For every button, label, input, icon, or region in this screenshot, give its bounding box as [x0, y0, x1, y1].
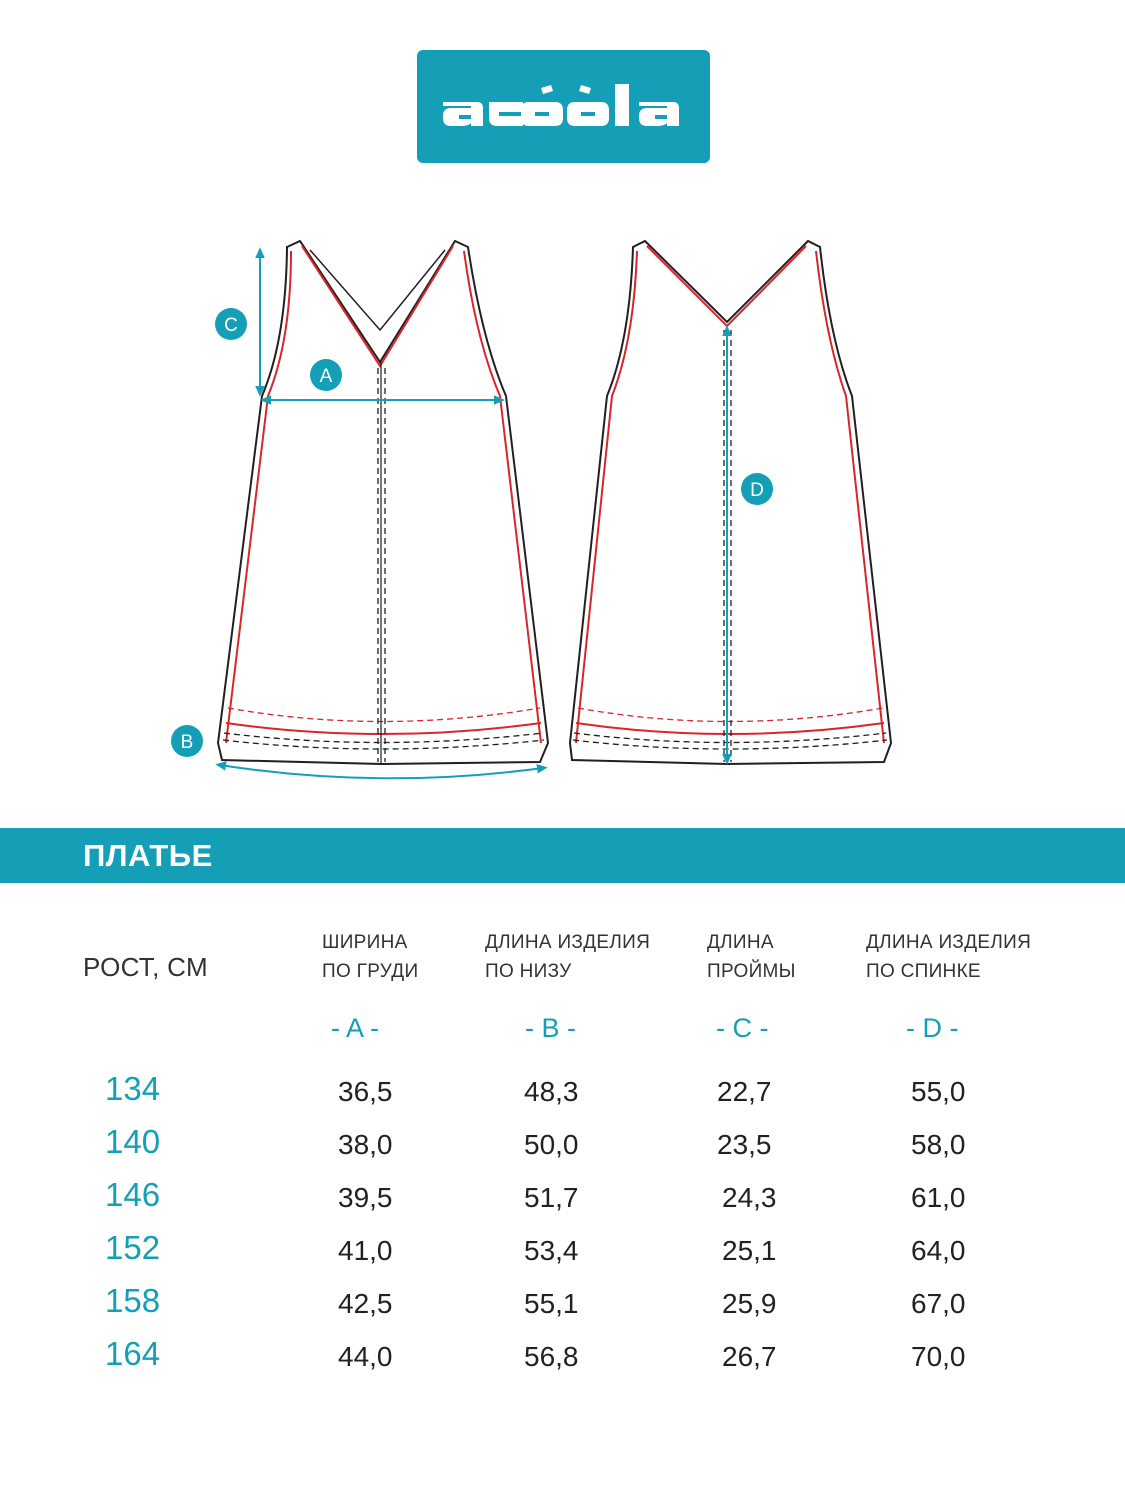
section-band — [0, 828, 1125, 883]
value-b: 55,1 — [524, 1288, 579, 1319]
svg-text:B: B — [180, 732, 194, 753]
value-d: 64,0 — [911, 1235, 966, 1266]
svg-text:C: C — [224, 315, 238, 336]
value-a: 38,0 — [338, 1129, 393, 1160]
value-c: 26,7 — [722, 1341, 777, 1372]
height-header: РОСТ, СМ — [83, 952, 208, 982]
marker-b — [171, 725, 203, 757]
col-c-header — [707, 928, 796, 986]
table-row — [0, 1123, 1125, 1173]
value-b: 51,7 — [524, 1182, 579, 1213]
height-cell: 146 — [105, 1176, 161, 1213]
front-view — [218, 241, 548, 764]
value-a: 39,5 — [338, 1182, 393, 1213]
table-row — [0, 1282, 1125, 1332]
logo-wordmark — [417, 50, 710, 163]
col-a-line2: ПО ГРУДИ — [322, 961, 419, 982]
value-a: 41,0 — [338, 1235, 393, 1266]
marker-d — [741, 473, 773, 505]
front-outline — [218, 241, 548, 764]
col-b-line1: ДЛИНА ИЗДЕЛИЯ — [485, 932, 651, 953]
marker-c — [215, 308, 247, 340]
value-d: 70,0 — [911, 1341, 966, 1372]
col-a-header — [322, 928, 418, 986]
svg-text:D: D — [750, 480, 764, 501]
back-view — [570, 241, 891, 764]
col-c-line1: ДЛИНА — [707, 932, 774, 953]
table-row — [0, 1070, 1125, 1120]
value-a: 42,5 — [338, 1288, 393, 1319]
value-d: 61,0 — [911, 1182, 966, 1213]
value-a: 44,0 — [338, 1341, 393, 1372]
height-cell: 140 — [105, 1123, 161, 1160]
value-a: 36,5 — [338, 1076, 393, 1107]
value-b: 53,4 — [524, 1235, 579, 1266]
value-b: 50,0 — [524, 1129, 579, 1160]
value-c: 23,5 — [717, 1129, 772, 1160]
value-c: 25,9 — [722, 1288, 777, 1319]
height-cell: 158 — [105, 1282, 161, 1319]
table-row — [0, 1176, 1125, 1226]
section-title: ПЛАТЬЕ — [83, 838, 213, 873]
col-a-letter: - A - — [331, 1013, 380, 1043]
table-row — [0, 1229, 1125, 1279]
col-d-header — [866, 928, 1031, 986]
value-d: 58,0 — [911, 1129, 966, 1160]
value-d: 55,0 — [911, 1076, 966, 1107]
col-d-letter: - D - — [906, 1013, 959, 1043]
garment-diagram — [0, 200, 1125, 800]
col-d-line2: ПО СПИНКЕ — [866, 961, 981, 982]
col-c-line2: ПРОЙМЫ — [707, 961, 796, 982]
col-b-line2: ПО НИЗУ — [485, 961, 572, 982]
value-c: 25,1 — [722, 1235, 777, 1266]
col-b-header — [485, 928, 650, 986]
measure-b-line — [220, 765, 543, 778]
value-b: 48,3 — [524, 1076, 579, 1107]
height-cell: 134 — [105, 1070, 161, 1107]
brand-logo — [417, 50, 710, 163]
value-d: 67,0 — [911, 1288, 966, 1319]
marker-a — [310, 359, 342, 391]
height-cell: 164 — [105, 1335, 161, 1372]
value-b: 56,8 — [524, 1341, 579, 1372]
value-c: 24,3 — [722, 1182, 777, 1213]
col-a-line1: ШИРИНА — [322, 932, 408, 953]
value-c: 22,7 — [717, 1076, 772, 1107]
col-c-letter: - C - — [716, 1013, 769, 1043]
svg-text:A: A — [319, 366, 333, 387]
col-d-line1: ДЛИНА ИЗДЕЛИЯ — [866, 932, 1032, 953]
col-b-letter: - B - — [525, 1013, 576, 1043]
table-row — [0, 1335, 1125, 1385]
height-cell: 152 — [105, 1229, 161, 1266]
